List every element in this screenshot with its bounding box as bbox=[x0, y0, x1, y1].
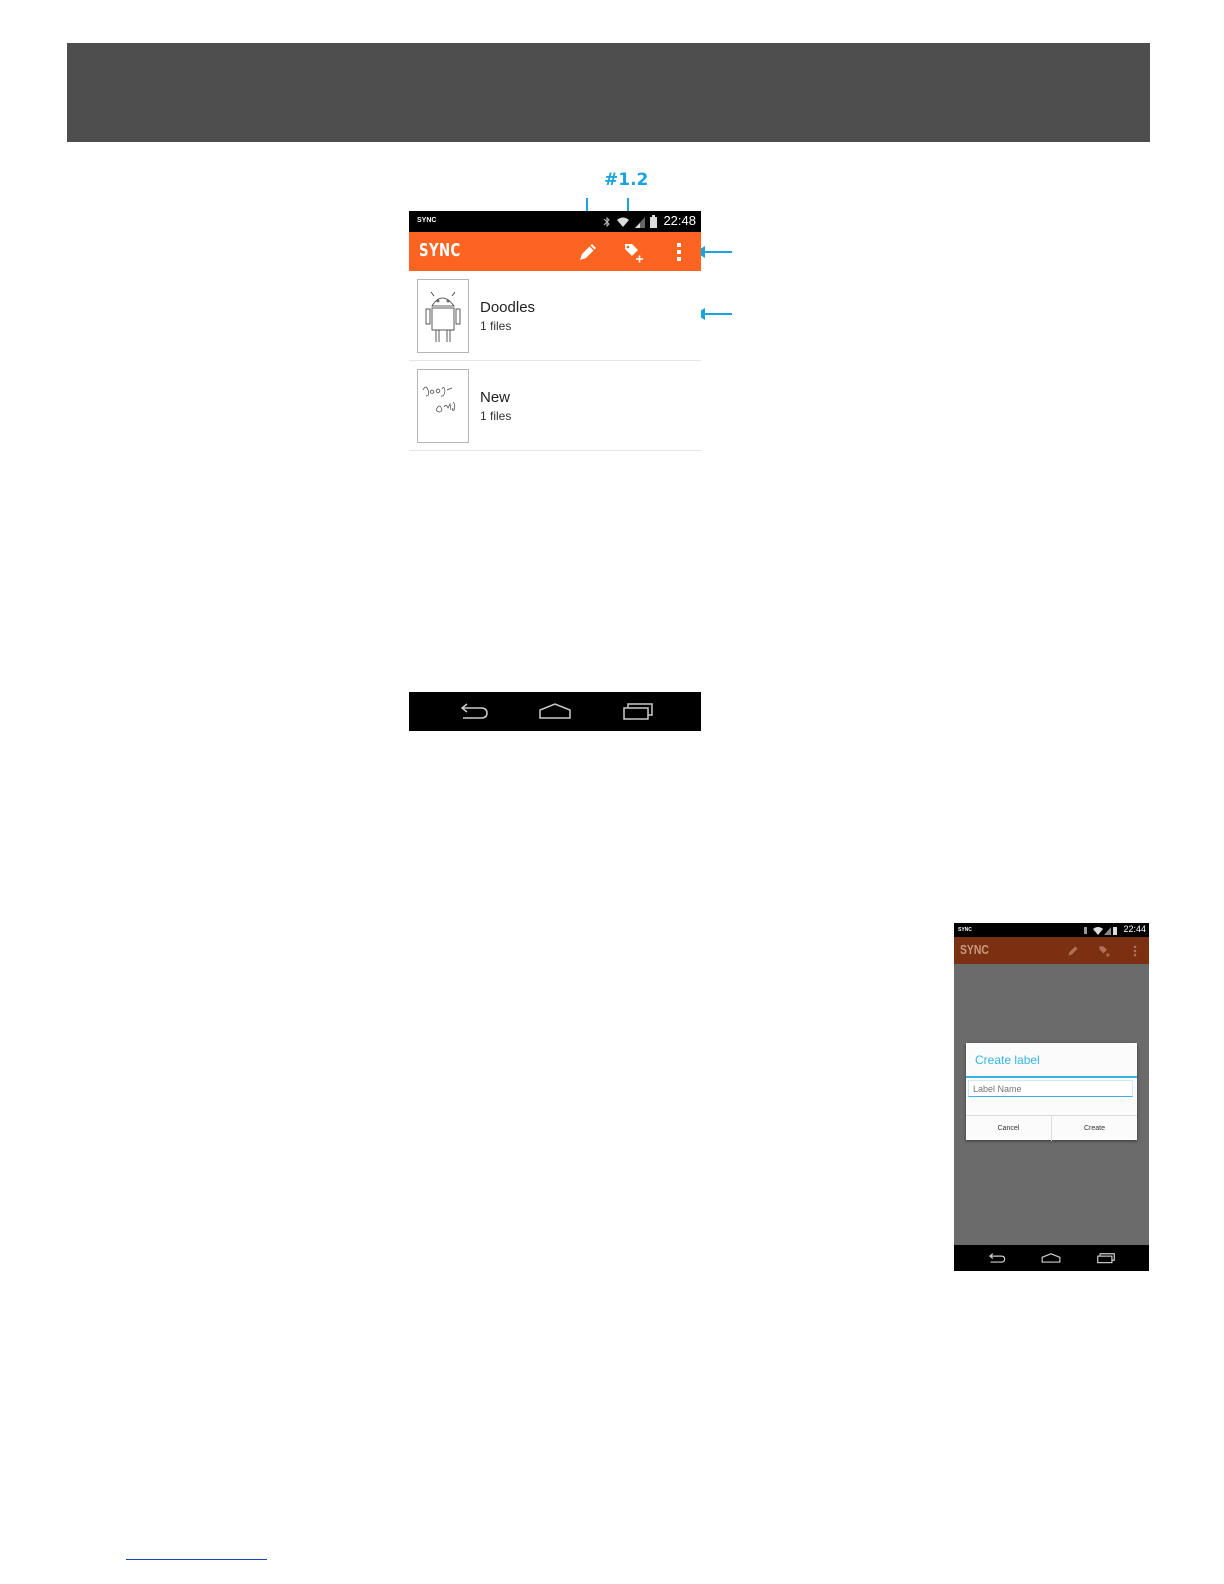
status-bar bbox=[954, 923, 1149, 937]
new-label-icon bbox=[1097, 944, 1111, 958]
new-label-icon bbox=[621, 240, 645, 264]
status-time: 22:44 bbox=[1123, 924, 1146, 934]
back-icon bbox=[457, 701, 491, 723]
overflow-menu-icon bbox=[667, 240, 691, 264]
wifi-icon bbox=[616, 216, 630, 228]
android-robot-sketch-icon bbox=[418, 280, 468, 352]
recents-button[interactable] bbox=[621, 701, 655, 723]
status-icons bbox=[603, 215, 657, 228]
status-bar bbox=[409, 211, 701, 232]
list-item-title: New bbox=[480, 389, 511, 406]
status-app-name: SYNC bbox=[417, 217, 437, 224]
app-bar bbox=[409, 232, 701, 271]
create-button[interactable]: Create bbox=[1051, 1116, 1137, 1141]
overflow-menu-button[interactable] bbox=[667, 240, 691, 264]
phone-screenshot-dialog bbox=[954, 923, 1149, 1271]
callout-label: #1.2 bbox=[604, 170, 649, 190]
dialog-title: Create label bbox=[975, 1053, 1040, 1067]
recents-icon bbox=[621, 701, 655, 723]
dialog-title-divider bbox=[966, 1076, 1137, 1078]
doodle-thumbnail bbox=[417, 369, 469, 443]
nav-bar bbox=[409, 692, 701, 731]
header-band bbox=[67, 43, 1150, 142]
bluetooth-icon bbox=[603, 216, 611, 228]
list-item-doodles[interactable] bbox=[409, 271, 701, 361]
label-name-input[interactable] bbox=[968, 1080, 1133, 1097]
home-icon bbox=[538, 701, 572, 723]
list-item-subtitle: 1 files bbox=[480, 319, 512, 333]
recents-icon[interactable] bbox=[1095, 1252, 1117, 1265]
overflow-menu-icon bbox=[1128, 944, 1142, 958]
dialog-buttons bbox=[966, 1115, 1137, 1141]
status-icons bbox=[1084, 926, 1118, 935]
list-item-new[interactable] bbox=[409, 361, 701, 451]
status-app-name: SYNC bbox=[958, 927, 972, 933]
new-label-button[interactable] bbox=[621, 240, 645, 264]
callout-arrow-list-item bbox=[704, 313, 732, 315]
signal-icon bbox=[635, 216, 645, 228]
list-item-title: Doodles bbox=[480, 299, 536, 316]
pencil-icon bbox=[576, 240, 600, 264]
app-title: SYNC bbox=[960, 942, 989, 957]
home-icon[interactable] bbox=[1040, 1252, 1062, 1265]
battery-icon bbox=[650, 215, 657, 228]
create-label-dialog bbox=[966, 1043, 1137, 1140]
app-title: SYNC bbox=[419, 240, 461, 261]
back-icon[interactable] bbox=[986, 1252, 1008, 1265]
pencil-button[interactable] bbox=[576, 240, 600, 264]
status-time: 22:48 bbox=[663, 213, 696, 228]
back-button[interactable] bbox=[457, 701, 491, 723]
home-button[interactable] bbox=[538, 701, 572, 723]
app-bar-dimmed bbox=[954, 937, 1149, 964]
callout-arrow-menu bbox=[704, 251, 732, 253]
doodle-thumbnail bbox=[417, 279, 469, 353]
nav-bar bbox=[954, 1245, 1149, 1271]
cancel-button[interactable]: Cancel bbox=[997, 1125, 1020, 1132]
list-item-subtitle: 1 files bbox=[480, 409, 512, 423]
phone-screenshot-main bbox=[409, 211, 701, 731]
pencil-icon bbox=[1066, 944, 1080, 958]
handwritten-note-sketch-icon bbox=[418, 370, 468, 442]
footer-link-underline[interactable] bbox=[126, 1559, 267, 1560]
